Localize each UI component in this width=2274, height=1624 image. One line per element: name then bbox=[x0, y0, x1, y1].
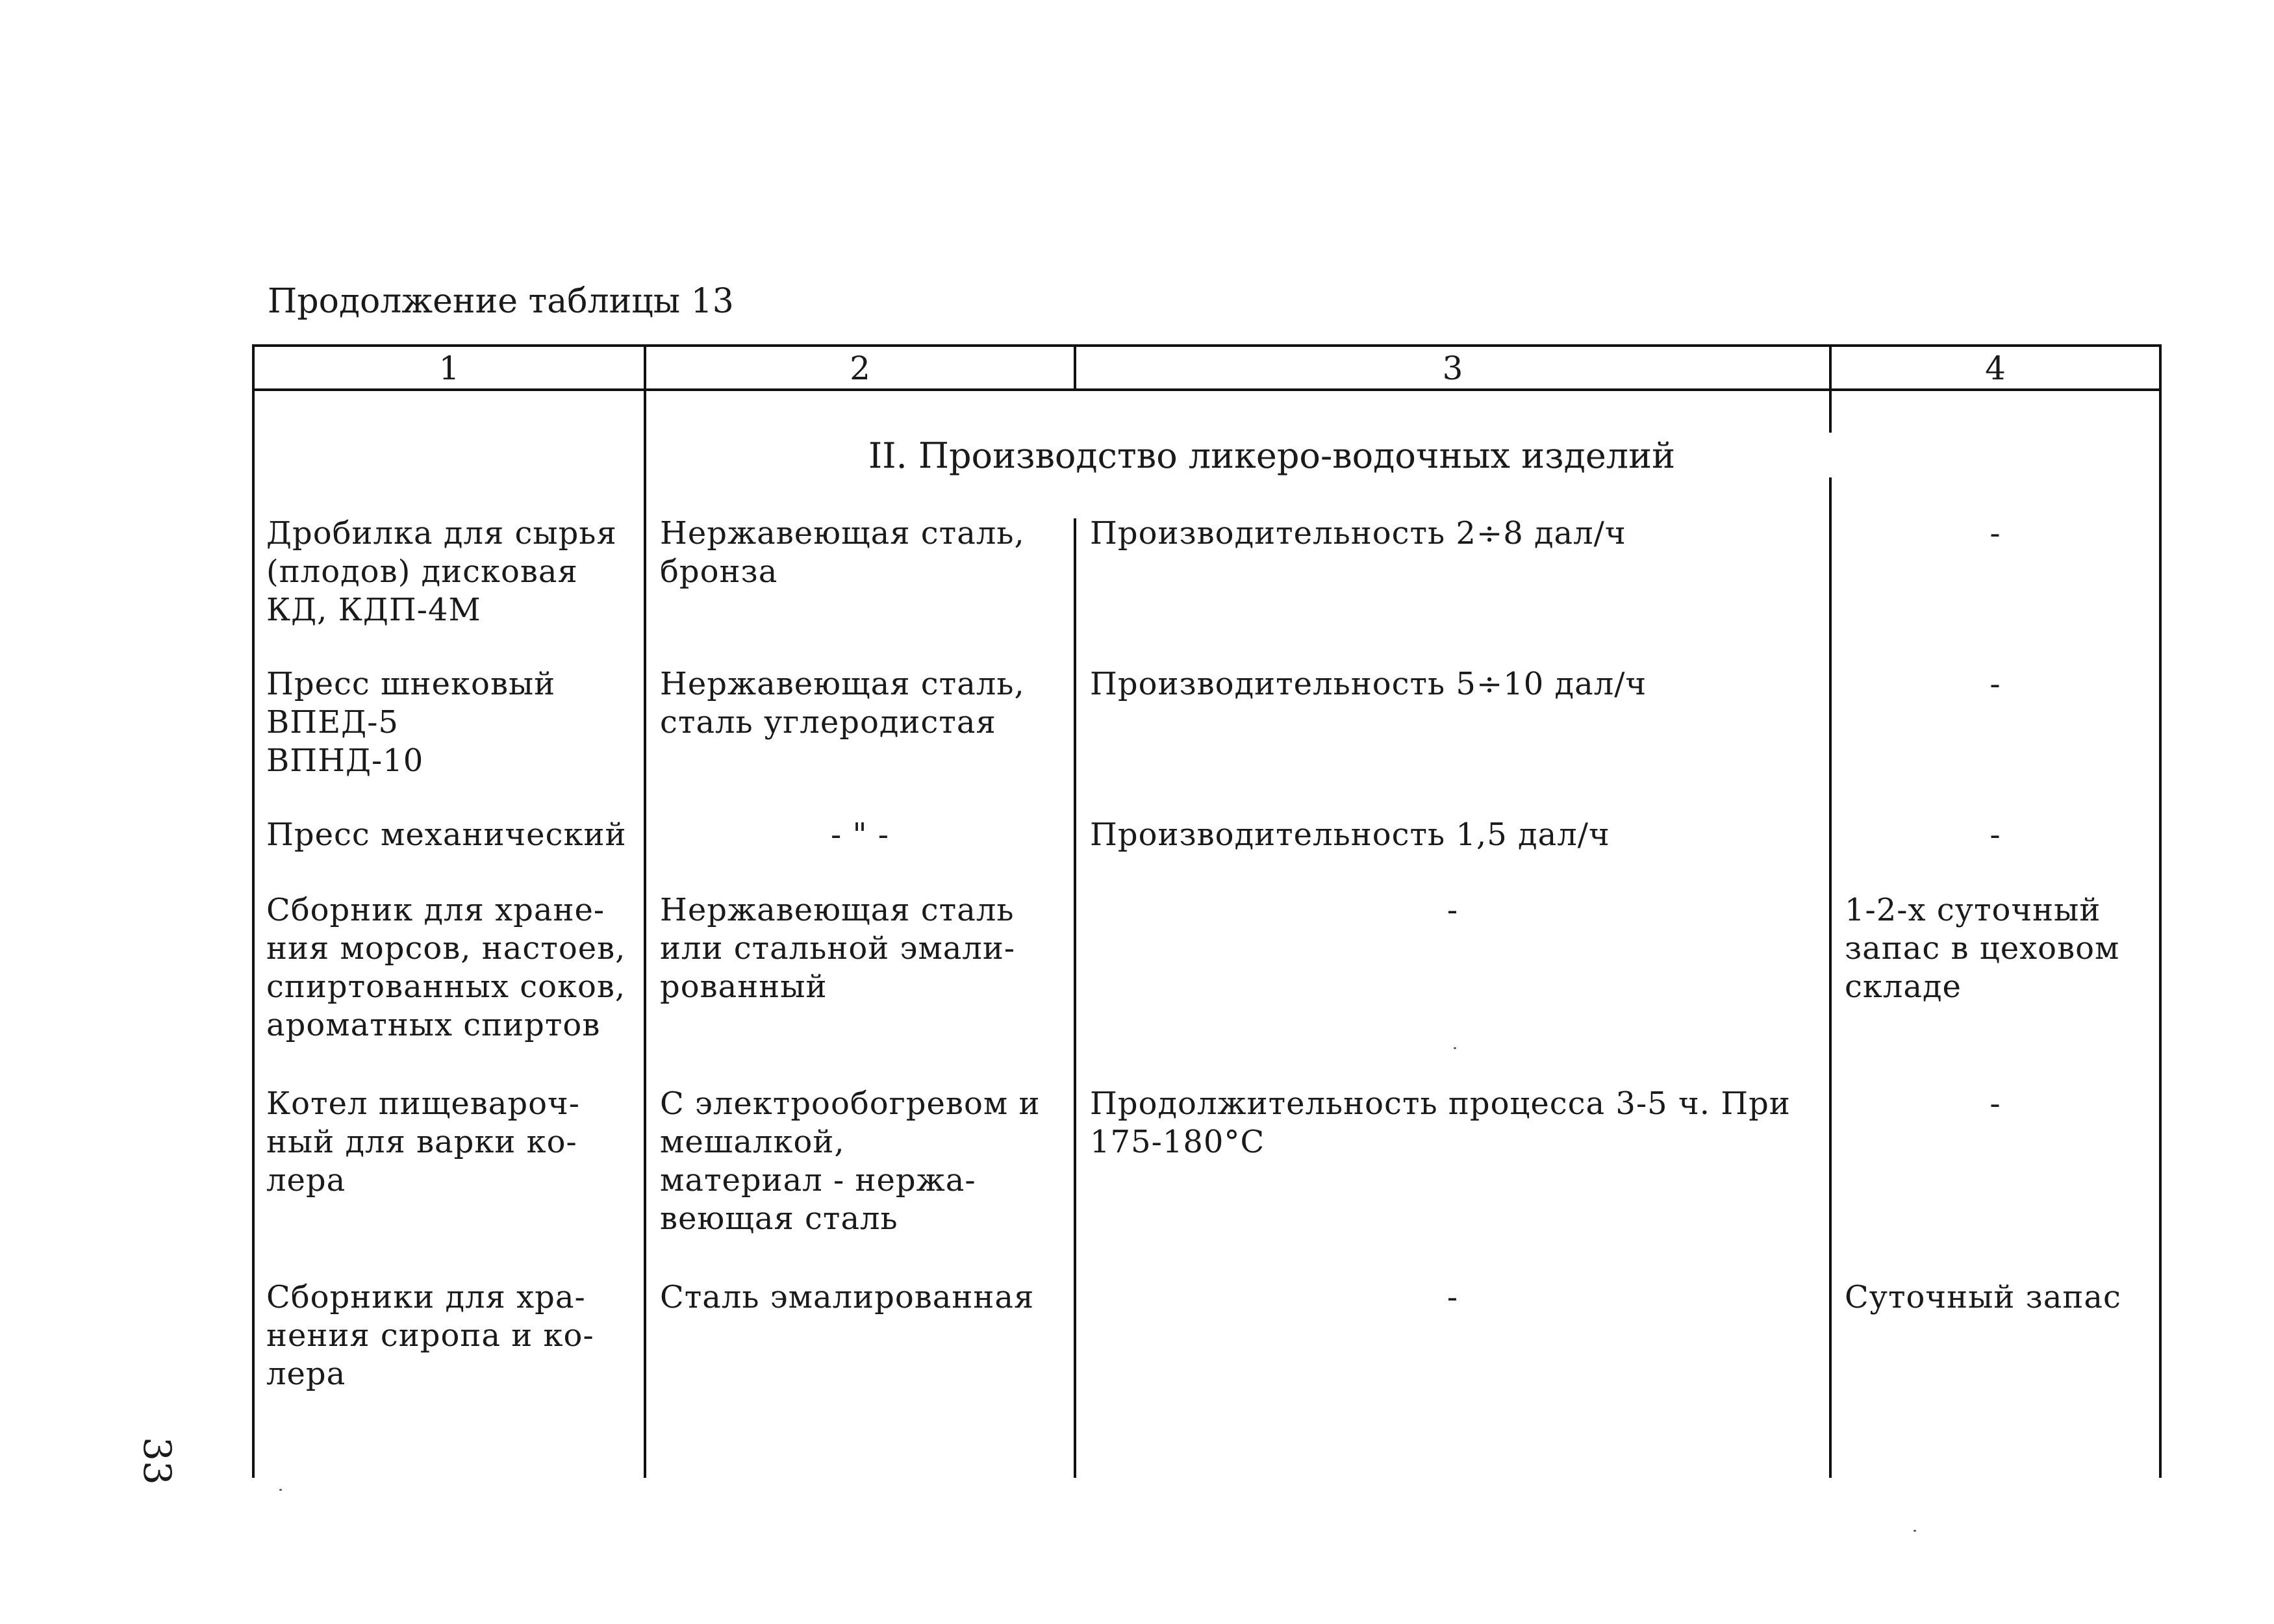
row-4-material: Нержавеющая сталь или стальной эмали- рованный bbox=[660, 892, 1016, 1005]
scan-speck bbox=[279, 1489, 282, 1491]
row-3-note: - bbox=[1990, 817, 2001, 853]
scan-speck bbox=[1914, 1530, 1916, 1532]
section-title: II. Производство ликеро-водочных изделий bbox=[648, 435, 1895, 477]
row-1-note: - bbox=[1990, 515, 2001, 552]
col-border-2-3-body bbox=[1074, 518, 1076, 1478]
col-border-right bbox=[2159, 344, 2162, 1478]
row-1-specs: Производительность 2÷8 дал/ч bbox=[1090, 515, 1626, 552]
row-4-specs: - bbox=[1447, 892, 1459, 928]
row-6-note: Суточный запас bbox=[1845, 1279, 2121, 1315]
column-header-3: 3 bbox=[1442, 349, 1463, 387]
row-5-note: - bbox=[1990, 1085, 2001, 1122]
row-3-material: - " - bbox=[830, 817, 890, 853]
table-top-border bbox=[252, 344, 2162, 347]
table-caption: Продолжение таблицы 13 bbox=[268, 282, 734, 321]
row-1-material: Нержавеющая сталь, бронза bbox=[660, 515, 1025, 590]
row-1-equipment: Дробилка для сырья (плодов) дисковая КД, КДП-4М bbox=[266, 515, 617, 628]
column-header-2: 2 bbox=[850, 349, 870, 387]
scan-speck bbox=[1454, 1047, 1456, 1049]
column-header-1: 1 bbox=[438, 349, 460, 387]
row-4-note: 1-2-х суточный запас в цеховом складе bbox=[1845, 892, 2120, 1005]
row-2-equipment: Пресс шнековый ВПЕД-5 ВПНД-10 bbox=[266, 666, 556, 779]
col-border-3-4-body bbox=[1829, 474, 1832, 1478]
row-2-note: - bbox=[1990, 666, 2001, 702]
column-header-4: 4 bbox=[1985, 349, 2006, 387]
row-3-equipment: Пресс механический bbox=[266, 817, 627, 853]
row-6-equipment: Сборники для хра- нения сиропа и ко- лера bbox=[266, 1279, 594, 1392]
row-5-material: С электрообогревом и мешалкой, материал - нержа- веющая сталь bbox=[660, 1085, 1041, 1237]
header-bottom-border bbox=[252, 388, 2162, 391]
row-3-specs: Производительность 1,5 дал/ч bbox=[1090, 817, 1610, 853]
page-number: 33 bbox=[134, 1437, 179, 1485]
row-6-specs: - bbox=[1447, 1279, 1459, 1315]
col-border-1-2 bbox=[644, 344, 646, 1478]
row-6-material: Сталь эмалированная bbox=[660, 1279, 1035, 1315]
col-border-left bbox=[252, 344, 255, 1478]
row-4-equipment: Сборник для хране- ния морсов, настоев, спиртованных соков, ароматных спиртов bbox=[266, 892, 626, 1043]
row-5-specs: Продолжительность процесса 3-5 ч. При 175-180°C bbox=[1090, 1085, 1791, 1160]
row-2-material: Нержавеющая сталь, сталь углеродистая bbox=[660, 666, 1025, 741]
row-2-specs: Производительность 5÷10 дал/ч bbox=[1090, 666, 1647, 702]
row-5-equipment: Котел пищевароч- ный для варки ко- лера bbox=[266, 1085, 580, 1199]
equipment-table bbox=[252, 344, 2162, 1478]
